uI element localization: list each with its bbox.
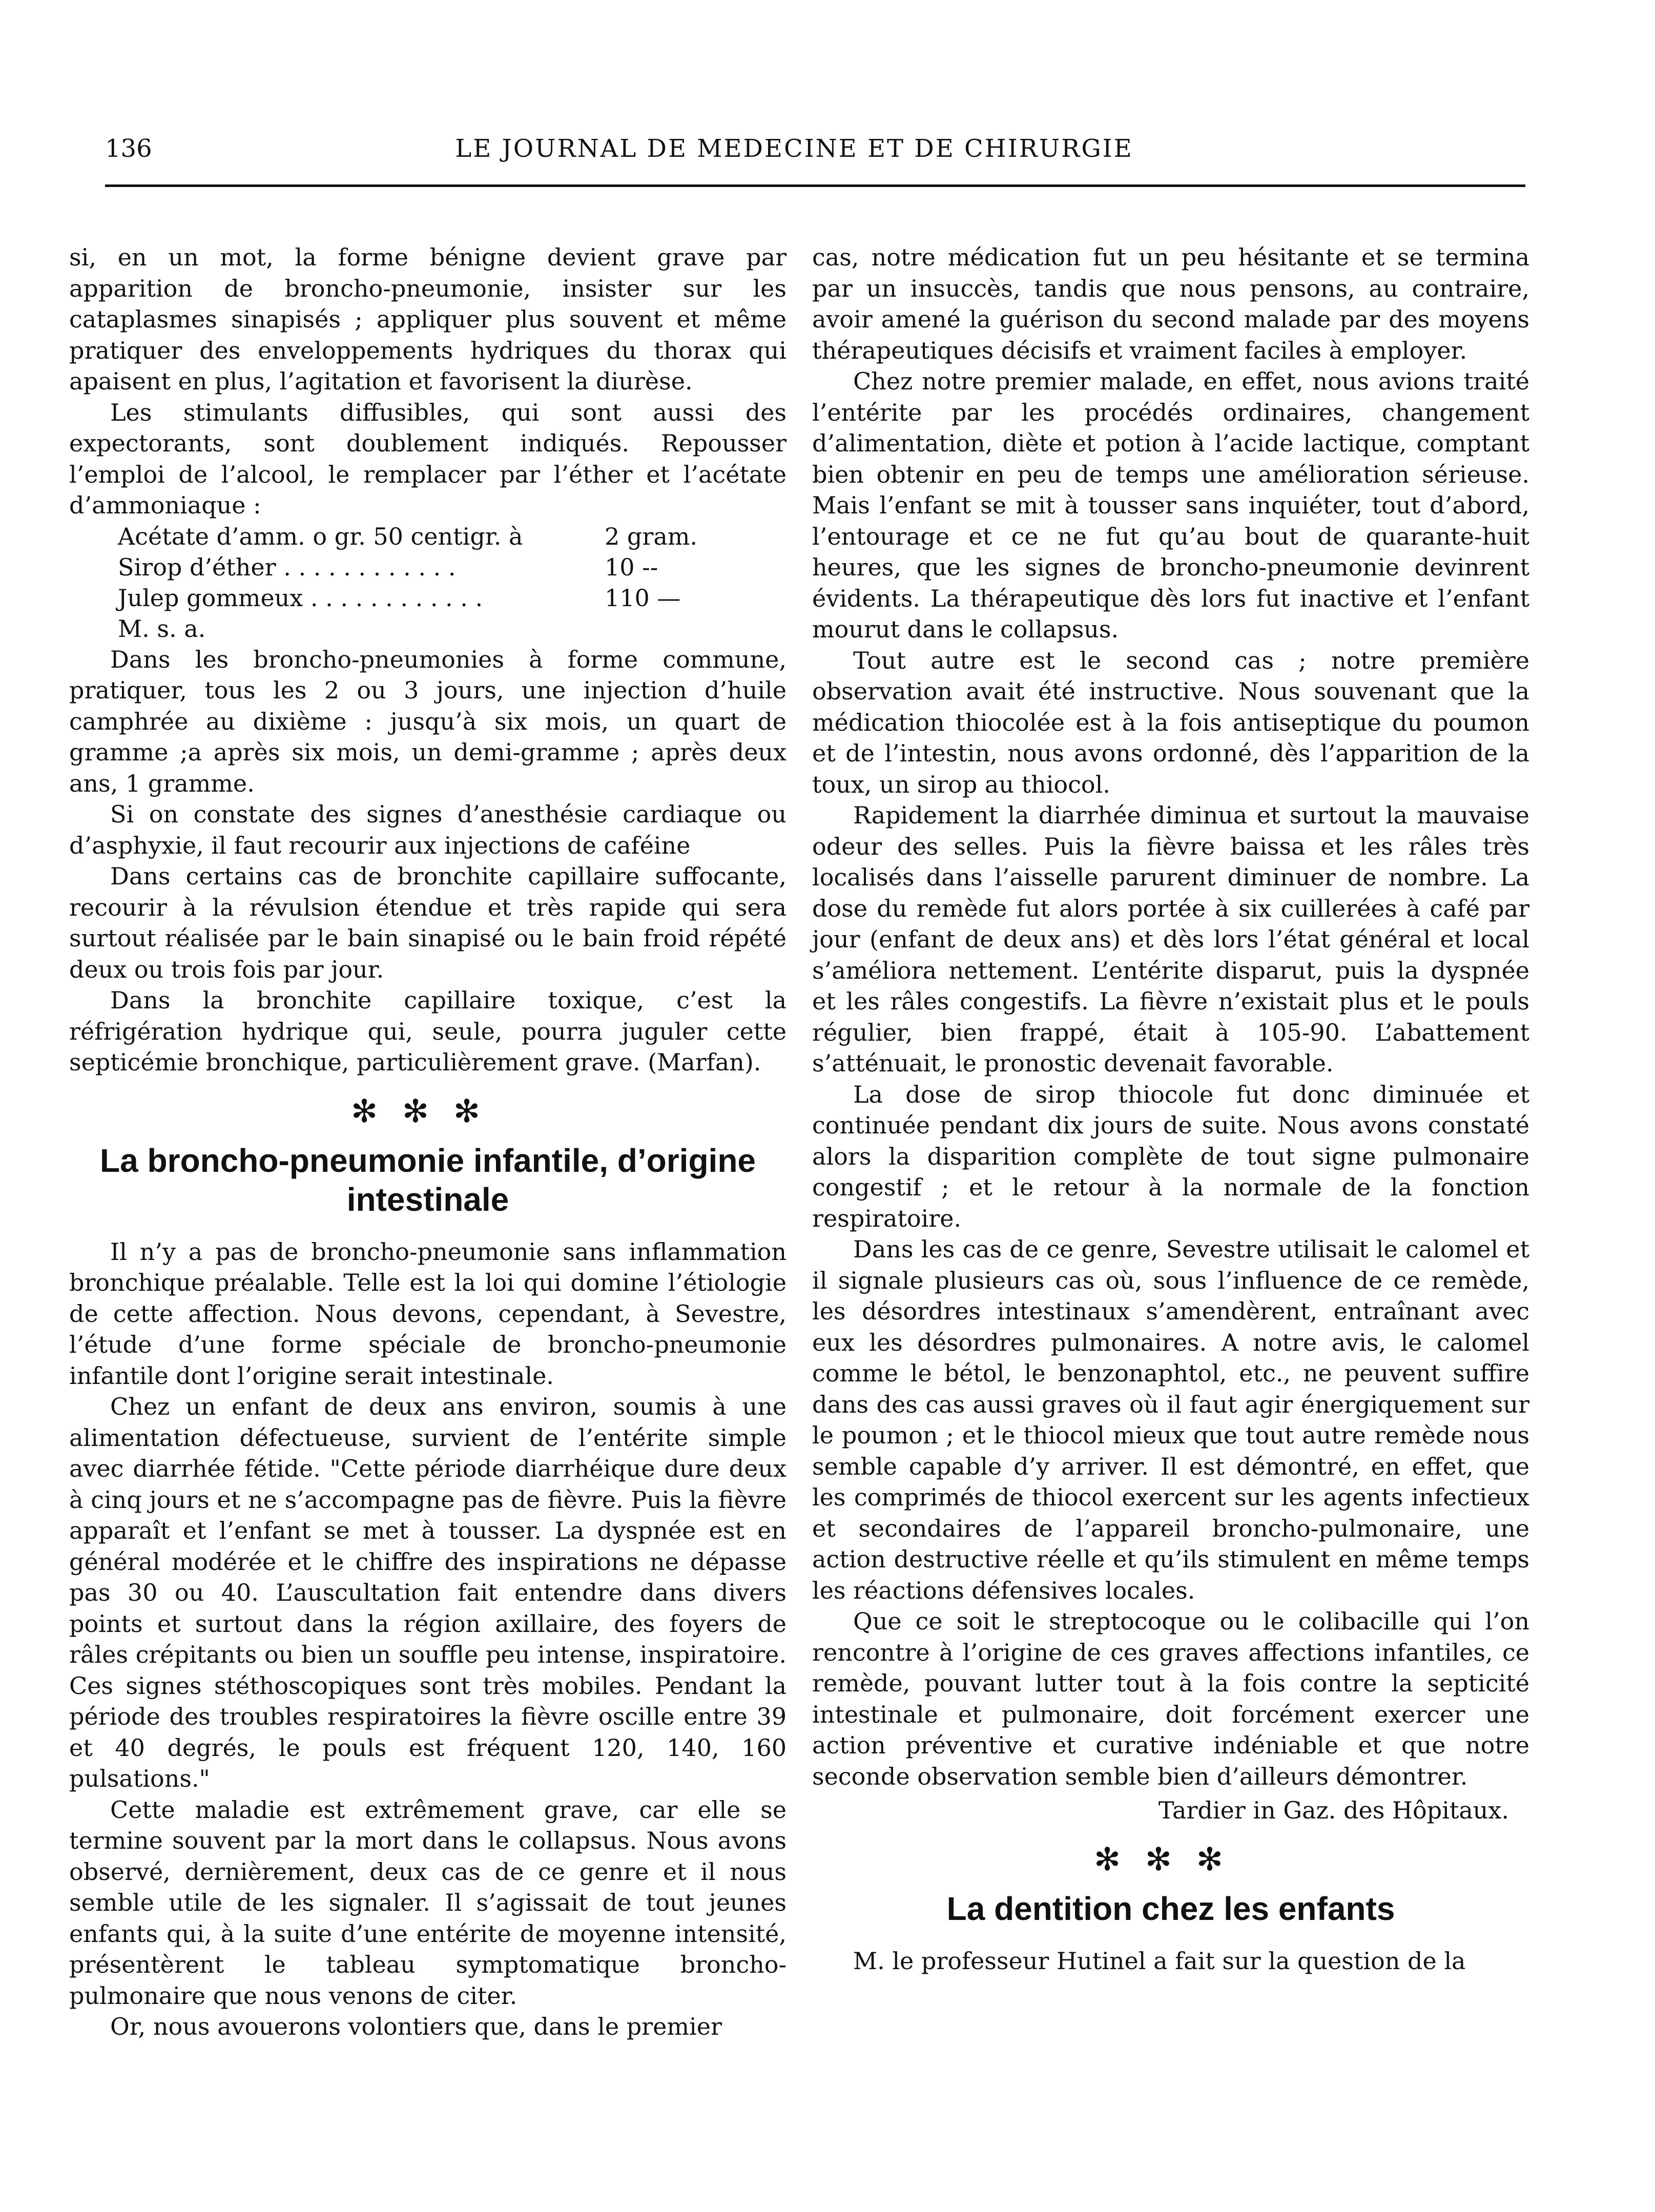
left-paragraph-4: Si on constate des signes d’anesthésie cardiaque ou d’asphyxie, il faut recourir aux injections de caféine (69, 800, 787, 859)
prescription-item: Acétate d’amm. o gr. 50 centigr. à (118, 522, 523, 550)
source-citation: Tardier in Gaz. des Hôpitaux. (1158, 1796, 1509, 1824)
header-rule (105, 184, 1525, 187)
left-paragraph-9: Cette maladie est extrêmement grave, car elle se termine souvent par la mort dans le collapsus. Nous avons observé, dernièrement, deux cas de ce genre et il nous semble utile de les signaler. Il s’agissait de tout jeunes enfants qui, à la suite d’une entérite de moyenne intensité, présentèrent le tableau symptomatique broncho-pulmonaire que nous venons de citer. (69, 1795, 787, 2010)
section-separator-stars: ✻✻✻ (351, 1092, 505, 1130)
prescription-qty (605, 613, 758, 644)
right-paragraph-3: Tout autre est le second cas ; notre première observation avait été instructive. Nous souvenant que la médication thiocolée est à la fois antiseptique du poumon et de l’intestin, nous avons ordonné, dès l’apparition de la toux, un sirop au thiocol. (812, 646, 1529, 798)
section-separator-stars: ✻✻✻ (1094, 1840, 1248, 1878)
prescription-item: M. s. a. (118, 614, 206, 643)
prescription-item: Julep gommeux . . . . . . . . . . . . (118, 584, 483, 612)
prescription-qty: 10 -- (605, 553, 658, 581)
left-paragraph-2: Les stimulants diffusibles, qui sont aussi des expectorants, sont doublement indiqués. Repousser l’emploi de l’alcool, le remplacer par l’éther et l’acétate d’ammoniaque : (69, 398, 787, 519)
right-column (812, 242, 1529, 1976)
prescription-qty: 110 — (605, 584, 681, 612)
right-paragraph-1: cas, notre médication fut un peu hésitante et se termina par un insuccès, tandis que nous pensons, au contraire, avoir amené la guérison du second malade par des moyens thérapeutiques décisifs et vraiment faciles à employer. (812, 243, 1529, 364)
prescription-row (118, 613, 787, 644)
right-paragraph-5: La dose de sirop thiocole fut donc diminuée et continuée pendant dix jours de suite. Nous avons constaté alors la disparition complète de tout signe pulmonaire congestif ; et le retour à la normale de la fonction respiratoire. (812, 1080, 1529, 1232)
right-paragraph-4: Rapidement la diarrhée diminua et surtout la mauvaise odeur des selles. Puis la fièvre baissa et les râles très localisés dans l’aisselle parurent diminuer de nombre. La dose du remède fut alors portée à six cuillerées à café par jour (enfant de deux ans) et dès lors l’état général et local s’améliora nettement. L’entérite disparut, puis la dyspnée et les râles congestifs. La fièvre n’existait plus et le pouls régulier, bien frappé, était à 105-90. L’abattement s’atténuait, le pronostic devenait favorable. (812, 801, 1529, 1077)
prescription-row (118, 583, 787, 613)
right-paragraph-6: Dans les cas de ce genre, Sevestre utilisait le calomel et il signale plusieurs cas où, sous l’influence de ce remède, les désordres intestinaux s’amendèrent, entraînant avec eux les désordres pulmonaires. A notre avis, le calomel comme le bétol, le benzonaphtol, etc., ne peuvent suffire dans des cas aussi graves où il faut agir énergiquement sur le poumon ; et le thiocol mieux que tout autre remède nous semble capable d’y arriver. Il est démontré, en effet, que les comprimés de thiocol exercent sur les agents infectieux et secondaires de l’appareil broncho-pulmonaire, une action destructive réelle et qu’ils stimulent en même temps les réactions défensives locales. (812, 1235, 1529, 1604)
article-heading-dentition: La dentition chez les enfants (946, 1890, 1395, 1927)
right-paragraph-2: Chez notre premier malade, en effet, nous avions traité l’entérite par les procédés ordinaires, changement d’alimentation, diète et potion à l’acide lactique, comptant bien obtenir en peu de temps une amélioration sérieuse. Mais l’enfant se mit à tousser sans inquiéter, tout d’abord, l’entourage et ce ne fut qu’au bout de quarante-huit heures, que les signes de broncho-pneumonie devinrent évidents. La thérapeutique dès lors fut inactive et l’enfant mourut dans le collapsus. (812, 367, 1529, 643)
page-number: 136 (105, 134, 152, 163)
left-paragraph-8: Chez un enfant de deux ans environ, soumis à une alimentation défectueuse, survient de l’entérite simple avec diarrhée fétide. "Cette période diarrhéique dure deux à cinq jours et ne s’accompagne pas de fièvre. Puis la fièvre apparaît et l’enfant se met à tousser. La dyspnée est en général modérée et le chiffre des inspirations ne dépasse pas 30 ou 40. L’auscultation fait entendre dans divers points et surtout dans la région axillaire, des foyers de râles crépitants ou bien un souffle peu intense, inspiratoire. Ces signes stéthoscopiques sont très mobiles. Pendant la période des troubles respiratoires la fièvre oscille entre 39 et 40 degrés, le pouls est fréquent 120, 140, 160 pulsations." (69, 1393, 787, 1792)
left-paragraph-5: Dans certains cas de bronchite capillaire suffocante, recourir à la révulsion étendue et très rapide qui sera surtout réalisée par le bain sinapisé ou le bain froid répété deux ou trois fois par jour. (69, 862, 787, 983)
prescription-row (118, 521, 787, 552)
prescription (118, 521, 787, 644)
right-paragraph-7: Que ce soit le streptocoque ou le colibacille qui l’on rencontre à l’origine de ces graves affections infantiles, ce remède, pouvant lutter tout à la fois contre la septicité intestinale et pulmonaire, doit forcément exercer une action préventive et curative indéniable et que notre seconde observation semble bien d’ailleurs démontrer. (812, 1607, 1529, 1790)
left-paragraph-7: Il n’y a pas de broncho-pneumonie sans inflammation bronchique préalable. Telle est la loi qui domine l’étiologie de cette affection. Nous devons, cependant, à Sevestre, l’étude d’une forme spéciale de broncho-pneumonie infantile dont l’origine serait intestinale. (69, 1237, 787, 1390)
prescription-item: Sirop d’éther . . . . . . . . . . . . (118, 553, 456, 581)
article-heading-broncho-pneumonie: La broncho-pneumonie infantile, d’origine intestinale (100, 1142, 756, 1218)
left-paragraph-6: Dans la bronchite capillaire toxique, c’est la réfrigération hydrique qui, seule, pourra juguler cette septicémie bronchique, particulièrement grave. (Marfan). (69, 986, 787, 1076)
right-paragraph-8: M. le professeur Hutinel a fait sur la question de la (853, 1947, 1466, 1975)
running-title: LE JOURNAL DE MEDECINE ET DE CHIRURGIE (455, 134, 1133, 163)
left-paragraph-3: Dans les broncho-pneumonies à forme commune, pratiquer, tous les 2 ou 3 jours, une injection d’huile camphrée au dixième : jusqu’à six mois, un quart de gramme ;a après six mois, un demi-gramme ; après deux ans, 1 gramme. (69, 645, 787, 797)
left-column (69, 242, 787, 2042)
prescription-row (118, 552, 787, 583)
left-paragraph-10: Or, nous avouerons volontiers que, dans le premier (110, 2013, 722, 2040)
left-paragraph-1: si, en un mot, la forme bénigne devient grave par apparition de broncho-pneumonie, insister sur les cataplasmes sinapisés ; appliquer plus souvent et même pratiquer des enveloppements hydriques du thorax qui apaisent en plus, l’agitation et favorisent la diurèse. (69, 243, 787, 395)
prescription-qty: 2 gram. (605, 522, 697, 550)
